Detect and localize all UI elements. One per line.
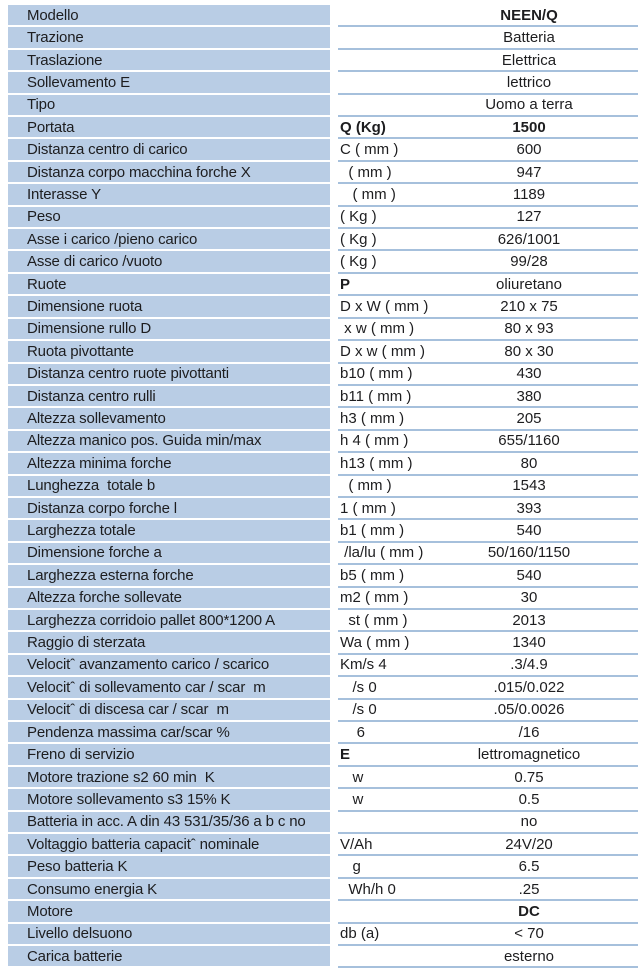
column-gap	[330, 901, 338, 923]
column-gap	[330, 722, 338, 744]
row-label: Traslazione	[8, 50, 330, 72]
row-unit: st ( mm )	[340, 611, 408, 629]
row-unit: w	[340, 790, 364, 808]
row-value: 80 x 30	[504, 342, 554, 360]
row-right-region	[338, 856, 638, 878]
row-label: Altezza sollevamento	[8, 408, 330, 430]
row-right-region	[338, 520, 638, 542]
row-right-region	[338, 722, 638, 744]
table-row	[8, 924, 640, 946]
row-right-region	[338, 543, 638, 565]
row-unit: g	[340, 858, 361, 876]
row-unit: ( mm )	[340, 477, 392, 495]
row-right-region	[338, 677, 638, 699]
column-gap	[330, 341, 338, 363]
column-gap	[330, 632, 338, 654]
row-value: DC	[518, 902, 540, 920]
row-label: Velocitˆ avanzamento carico / scarico	[8, 655, 330, 677]
column-gap	[330, 543, 338, 565]
table-row	[8, 879, 640, 901]
column-gap	[330, 879, 338, 901]
table-row	[8, 722, 640, 744]
row-right-region	[338, 296, 638, 318]
row-label: Trazione	[8, 27, 330, 49]
column-gap	[330, 162, 338, 184]
row-label: Distanza corpo macchina forche X	[8, 162, 330, 184]
column-gap	[330, 588, 338, 610]
row-right-region	[338, 565, 638, 587]
row-value: Elettrica	[501, 51, 557, 69]
row-right-region	[338, 655, 638, 677]
row-unit: Wh/h 0	[340, 880, 396, 898]
row-right-region	[338, 901, 638, 923]
column-gap	[330, 117, 338, 139]
table-row	[8, 812, 640, 834]
table-row	[8, 139, 640, 161]
table-row	[8, 184, 640, 206]
row-right-region	[338, 453, 638, 475]
row-value: 626/1001	[497, 230, 561, 248]
table-row	[8, 744, 640, 766]
table-row	[8, 229, 640, 251]
row-value: Batteria	[503, 29, 555, 47]
table-row	[8, 565, 640, 587]
row-value: .015/0.022	[493, 678, 565, 696]
row-right-region	[338, 95, 638, 117]
row-right-region	[338, 386, 638, 408]
row-value: 127	[516, 208, 542, 226]
column-gap	[330, 274, 338, 296]
row-right-region	[338, 117, 638, 139]
row-label: Voltaggio batteria capacitˆ nominale	[8, 834, 330, 856]
column-gap	[330, 50, 338, 72]
row-unit: ( Kg )	[340, 230, 377, 248]
row-right-region	[338, 812, 638, 834]
row-right-region	[338, 946, 638, 968]
row-unit: ( Kg )	[340, 208, 377, 226]
row-right-region	[338, 767, 638, 789]
row-label: Distanza centro di carico	[8, 139, 330, 161]
row-label: Motore	[8, 901, 330, 923]
row-unit: Km/s 4	[340, 656, 387, 674]
row-value: 393	[516, 499, 542, 517]
row-unit: 1 ( mm )	[340, 499, 396, 517]
row-value: .25	[518, 880, 540, 898]
column-gap	[330, 184, 338, 206]
table-row	[8, 5, 640, 27]
row-label: Peso batteria K	[8, 856, 330, 878]
table-row	[8, 296, 640, 318]
column-gap	[330, 856, 338, 878]
column-gap	[330, 946, 338, 968]
row-unit: ( mm )	[340, 163, 392, 181]
table-row	[8, 72, 640, 94]
table-row	[8, 453, 640, 475]
table-row	[8, 789, 640, 811]
row-label: Tipo	[8, 95, 330, 117]
row-unit: P	[340, 275, 351, 293]
row-value: Uomo a terra	[485, 96, 573, 114]
row-unit: b5 ( mm )	[340, 566, 405, 584]
row-value: 540	[516, 566, 542, 584]
row-value: 0.5	[518, 790, 540, 808]
row-value: 380	[516, 387, 542, 405]
table-row	[8, 655, 640, 677]
table-row	[8, 834, 640, 856]
row-right-region	[338, 924, 638, 946]
row-right-region	[338, 610, 638, 632]
row-right-region	[338, 588, 638, 610]
row-right-region	[338, 5, 638, 27]
row-label: Larghezza corridoio pallet 800*1200 A	[8, 610, 330, 632]
column-gap	[330, 610, 338, 632]
table-row	[8, 274, 640, 296]
column-gap	[330, 655, 338, 677]
row-unit: db (a)	[340, 925, 380, 943]
table-row	[8, 610, 640, 632]
row-right-region	[338, 27, 638, 49]
column-gap	[330, 520, 338, 542]
row-value: < 70	[514, 925, 544, 943]
row-right-region	[338, 476, 638, 498]
row-unit: x w ( mm )	[340, 320, 415, 338]
row-right-region	[338, 319, 638, 341]
table-row	[8, 498, 640, 520]
row-unit: w	[340, 768, 364, 786]
row-value: 50/160/1150	[487, 544, 571, 562]
column-gap	[330, 565, 338, 587]
row-unit: m2 ( mm )	[340, 589, 409, 607]
row-value: 1543	[512, 477, 546, 495]
row-value: 1189	[512, 185, 546, 203]
row-right-region	[338, 700, 638, 722]
row-value: 0.75	[514, 768, 544, 786]
row-value: oliuretano	[496, 275, 562, 293]
row-value: 210 x 75	[500, 297, 558, 315]
row-label: Raggio di sterzata	[8, 632, 330, 654]
row-label: Ruote	[8, 274, 330, 296]
row-right-region	[338, 789, 638, 811]
row-label: Distanza centro rulli	[8, 386, 330, 408]
row-value: NEEN/Q	[500, 6, 558, 24]
row-label: Altezza minima forche	[8, 453, 330, 475]
column-gap	[330, 789, 338, 811]
column-gap	[330, 72, 338, 94]
row-label: Altezza forche sollevate	[8, 588, 330, 610]
column-gap	[330, 476, 338, 498]
row-label: Larghezza totale	[8, 520, 330, 542]
column-gap	[330, 251, 338, 273]
table-row	[8, 408, 640, 430]
row-value: 80 x 93	[504, 320, 554, 338]
row-label: Lunghezza totale b	[8, 476, 330, 498]
row-label: Velocitˆ di discesa car / scar m	[8, 700, 330, 722]
row-label: Consumo energia K	[8, 879, 330, 901]
row-value: 2013	[512, 611, 546, 629]
row-unit: h3 ( mm )	[340, 410, 405, 428]
column-gap	[330, 677, 338, 699]
row-right-region	[338, 184, 638, 206]
row-label: Dimensione rullo D	[8, 319, 330, 341]
row-unit: /la/lu ( mm )	[340, 544, 424, 562]
column-gap	[330, 700, 338, 722]
row-label: Distanza centro ruote pivottanti	[8, 364, 330, 386]
row-unit: Wa ( mm )	[340, 634, 410, 652]
row-value: 6.5	[518, 858, 540, 876]
table-row	[8, 767, 640, 789]
row-unit: ( Kg )	[340, 253, 377, 271]
row-label: Velocitˆ di sollevamento car / scar m	[8, 677, 330, 699]
column-gap	[330, 498, 338, 520]
row-unit: h13 ( mm )	[340, 454, 413, 472]
row-value: 80	[520, 454, 538, 472]
row-unit: 6	[340, 723, 366, 741]
row-right-region	[338, 274, 638, 296]
table-row	[8, 476, 640, 498]
table-row	[8, 50, 640, 72]
row-value: 540	[516, 522, 542, 540]
column-gap	[330, 834, 338, 856]
row-unit: ( mm )	[340, 185, 396, 203]
table-row	[8, 319, 640, 341]
column-gap	[330, 431, 338, 453]
row-label: Motore sollevamento s3 15% K	[8, 789, 330, 811]
table-row	[8, 901, 640, 923]
row-label: Livello delsuono	[8, 924, 330, 946]
row-label: Interasse Y	[8, 184, 330, 206]
row-value: 205	[516, 410, 542, 428]
column-gap	[330, 386, 338, 408]
column-gap	[330, 5, 338, 27]
column-gap	[330, 812, 338, 834]
column-gap	[330, 364, 338, 386]
row-label: Larghezza esterna forche	[8, 565, 330, 587]
table-row	[8, 27, 640, 49]
table-row	[8, 95, 640, 117]
table-row	[8, 207, 640, 229]
table-row	[8, 543, 640, 565]
column-gap	[330, 207, 338, 229]
row-right-region	[338, 50, 638, 72]
column-gap	[330, 229, 338, 251]
column-gap	[330, 744, 338, 766]
table-row	[8, 117, 640, 139]
row-right-region	[338, 834, 638, 856]
row-unit: V/Ah	[340, 835, 373, 853]
row-right-region	[338, 744, 638, 766]
row-unit: Q (Kg)	[340, 118, 386, 136]
column-gap	[330, 27, 338, 49]
table-row	[8, 632, 640, 654]
row-value: 24V/20	[505, 835, 553, 853]
row-label: Carica batterie	[8, 946, 330, 968]
table-row	[8, 386, 640, 408]
row-unit: /s 0	[340, 701, 377, 719]
table-row	[8, 700, 640, 722]
row-value: 947	[516, 163, 542, 181]
row-right-region	[338, 229, 638, 251]
column-gap	[330, 767, 338, 789]
column-gap	[330, 95, 338, 117]
table-row	[8, 588, 640, 610]
column-gap	[330, 453, 338, 475]
table-row	[8, 162, 640, 184]
row-value: 430	[516, 365, 542, 383]
row-value: /16	[518, 723, 540, 741]
row-unit: b1 ( mm )	[340, 522, 405, 540]
row-unit: D x W ( mm )	[340, 297, 429, 315]
row-label: Asse i carico /pieno carico	[8, 229, 330, 251]
row-label: Sollevamento E	[8, 72, 330, 94]
table-row	[8, 946, 640, 968]
row-right-region	[338, 879, 638, 901]
row-label: Distanza corpo forche l	[8, 498, 330, 520]
row-value: lettromagnetico	[477, 746, 581, 764]
row-right-region	[338, 498, 638, 520]
table-row	[8, 520, 640, 542]
column-gap	[330, 296, 338, 318]
row-value: 1340	[512, 634, 546, 652]
row-label: Peso	[8, 207, 330, 229]
row-label: Dimensione ruota	[8, 296, 330, 318]
row-label: Batteria in acc. A din 43 531/35/36 a b c no	[8, 812, 330, 834]
row-label: Dimensione forche a	[8, 543, 330, 565]
row-label: Ruota pivottante	[8, 341, 330, 363]
row-right-region	[338, 162, 638, 184]
row-right-region	[338, 431, 638, 453]
row-right-region	[338, 408, 638, 430]
row-label: Modello	[8, 5, 330, 27]
row-unit: C ( mm )	[340, 141, 399, 159]
table-row	[8, 364, 640, 386]
row-value: 600	[516, 141, 542, 159]
row-right-region	[338, 251, 638, 273]
row-right-region	[338, 364, 638, 386]
column-gap	[330, 924, 338, 946]
row-value: esterno	[503, 947, 555, 965]
table-row	[8, 431, 640, 453]
row-value: .05/0.0026	[493, 701, 565, 719]
table-row	[8, 856, 640, 878]
row-right-region	[338, 72, 638, 94]
row-value: 655/1160	[498, 432, 560, 450]
row-label: Freno di servizio	[8, 744, 330, 766]
row-right-region	[338, 341, 638, 363]
row-label: Asse di carico /vuoto	[8, 251, 330, 273]
row-label: Portata	[8, 117, 330, 139]
row-right-region	[338, 632, 638, 654]
row-value: 30	[520, 589, 538, 607]
row-label: Motore trazione s2 60 min K	[8, 767, 330, 789]
row-value: 1500	[512, 118, 546, 136]
row-unit: /s 0	[340, 678, 377, 696]
row-unit: D x w ( mm )	[340, 342, 425, 360]
row-value: 99/28	[510, 253, 548, 271]
row-value: .3/4.9	[510, 656, 548, 674]
row-label: Pendenza massima car/scar %	[8, 722, 330, 744]
column-gap	[330, 408, 338, 430]
column-gap	[330, 139, 338, 161]
row-unit: b10 ( mm )	[340, 365, 413, 383]
row-unit: E	[340, 746, 351, 764]
row-unit: b11 ( mm )	[340, 387, 412, 405]
row-unit: h 4 ( mm )	[340, 432, 409, 450]
table-row	[8, 251, 640, 273]
row-right-region	[338, 139, 638, 161]
row-value: lettrico	[506, 73, 552, 91]
row-value: no	[520, 813, 538, 831]
row-label: Altezza manico pos. Guida min/max	[8, 431, 330, 453]
column-gap	[330, 319, 338, 341]
row-right-region	[338, 207, 638, 229]
table-row	[8, 341, 640, 363]
table-row	[8, 677, 640, 699]
